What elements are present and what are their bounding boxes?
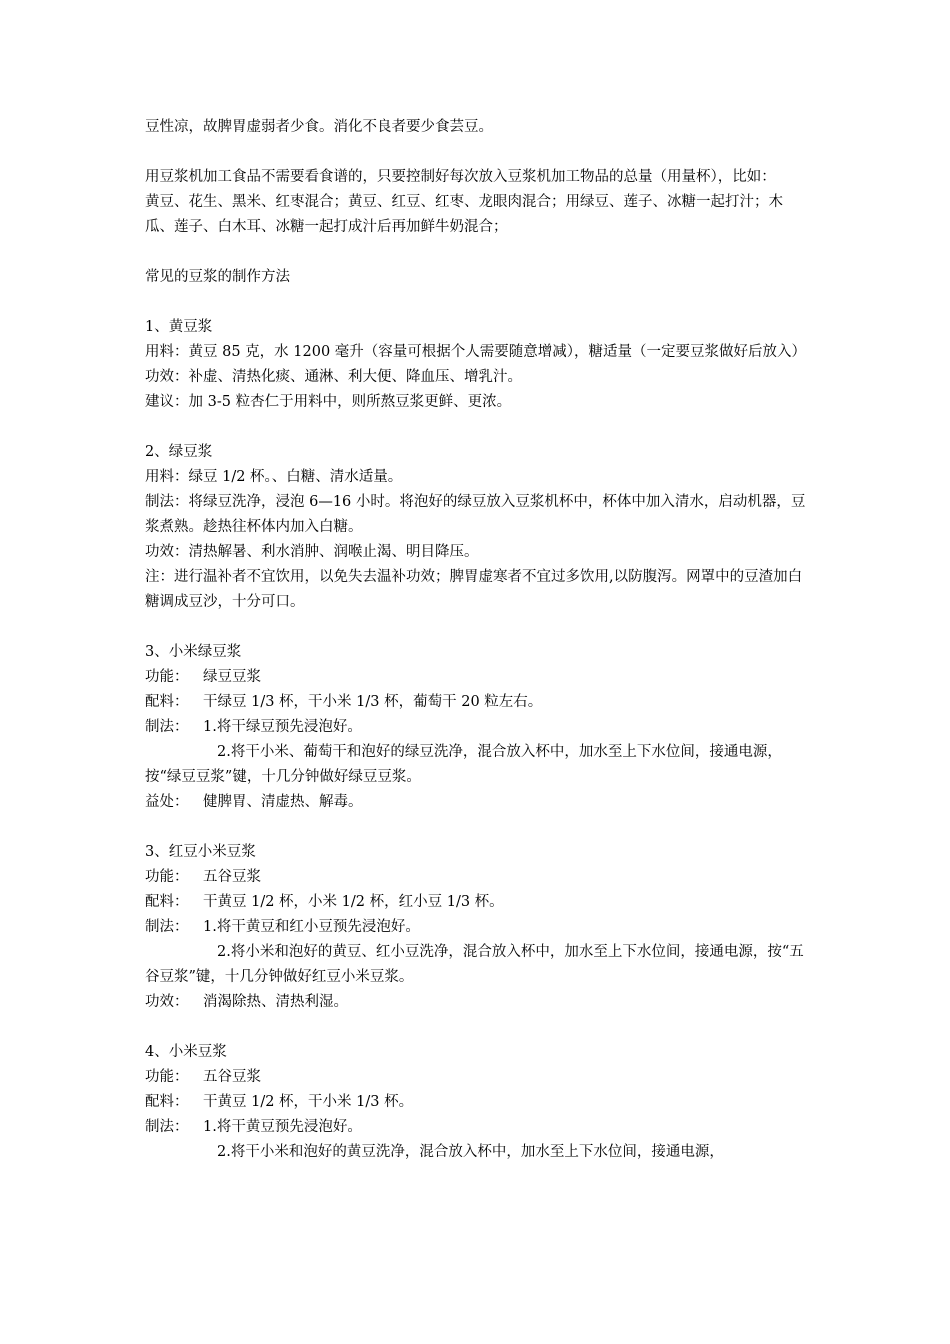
recipe-suggestion: 建议：加 3-5 粒杏仁于用料中，则所熬豆浆更鲜、更浓。 xyxy=(145,394,512,410)
recipe-ingredients-row xyxy=(145,690,809,715)
method-step-1: 1.将干黄豆和红小豆预先浸泡好。 xyxy=(203,919,420,935)
field-value: 干绿豆 1/3 杯，干小米 1/3 杯，葡萄干 20 粒左右。 xyxy=(203,694,543,710)
recipe-ingredients: 用料：黄豆 85 克，水 1200 毫升（容量可根据个人需要随意增减），糖适量（一定要豆浆做好后放入） xyxy=(145,344,807,360)
field-label: 制法： xyxy=(145,919,189,935)
recipe-soybean-milk xyxy=(145,315,809,415)
field-label: 制法： xyxy=(145,719,189,735)
recipe-ingredients: 用料：绿豆 1/2 杯。、白糖、清水适量。 xyxy=(145,469,403,485)
recipe-ingredients-row xyxy=(145,1090,809,1115)
field-label: 益处： xyxy=(145,794,189,810)
recipe-method: 制法：将绿豆洗净，浸泡 6—16 小时。将泡好的绿豆放入豆浆机杯中，杯体中加入清水，启动机器，豆浆煮熟。趁热往杯体内加入白糖。 xyxy=(145,494,806,535)
recipe-benefit-row xyxy=(145,990,809,1015)
section-heading: 常见的豆浆的制作方法 xyxy=(145,269,290,285)
field-label: 配料： xyxy=(145,694,189,710)
method-step-1: 1.将干绿豆预先浸泡好。 xyxy=(203,719,362,735)
field-label: 配料： xyxy=(145,1094,189,1110)
field-label: 功能： xyxy=(145,869,189,885)
recipe-millet-soy-milk xyxy=(145,1040,809,1165)
recipe-title: 1、黄豆浆 xyxy=(145,319,213,335)
recipe-note: 注：进行温补者不宜饮用，以免失去温补功效；脾胃虚寒者不宜过多饮用,以防腹泻。网罩中的豆渣加白糖调成豆沙，十分可口。 xyxy=(145,569,803,610)
recipe-function-row xyxy=(145,665,809,690)
recipe-title: 3、红豆小米豆浆 xyxy=(145,844,256,860)
intro-paragraph: 用豆浆机加工食品不需要看食谱的，只要控制好每次放入豆浆机加工物品的总量（用量杯），比如： xyxy=(145,169,776,185)
method-step-2: 2.将干小米和泡好的黄豆洗净，混合放入杯中，加水至上下水位间，接通电源， xyxy=(217,1144,724,1160)
recipe-effects: 功效：清热解暑、利水消肿、润喉止渴、明目降压。 xyxy=(145,544,479,560)
field-value: 干黄豆 1/2 杯，小米 1/2 杯，红小豆 1/3 杯。 xyxy=(203,894,504,910)
method-step-2: 2.将干小米、葡萄干和泡好的绿豆洗净，混合放入杯中，加水至上下水位间，接通电源，按“绿豆豆浆”键，十几分钟做好绿豆豆浆。 xyxy=(145,744,782,785)
recipe-title: 2、绿豆浆 xyxy=(145,444,213,460)
field-label: 功能： xyxy=(145,669,189,685)
recipe-ingredients-row xyxy=(145,890,809,915)
field-label: 制法： xyxy=(145,1119,189,1135)
recipe-function-row xyxy=(145,1065,809,1090)
recipe-mung-bean-milk xyxy=(145,440,809,615)
recipe-effects: 功效：补虚、清热化痰、通淋、利大便、降血压、增乳汁。 xyxy=(145,369,522,385)
intro-combinations: 黄豆、花生、黑米、红枣混合；黄豆、红豆、红枣、龙眼肉混合；用绿豆、莲子、冰糖一起打汁；木瓜、莲子、白木耳、冰糖一起打成汁后再加鲜牛奶混合； xyxy=(145,194,783,235)
recipe-millet-mung-bean-milk xyxy=(145,640,809,815)
field-label: 功能： xyxy=(145,1069,189,1085)
method-step-1: 1.将干黄豆预先浸泡好。 xyxy=(203,1119,362,1135)
recipe-method-row xyxy=(145,915,809,940)
recipe-method-row xyxy=(145,715,809,740)
field-label: 配料： xyxy=(145,894,189,910)
document-body xyxy=(145,115,809,1165)
recipe-title: 4、小米豆浆 xyxy=(145,1044,227,1060)
recipe-function-row xyxy=(145,865,809,890)
intro-line: 豆性凉，故脾胃虚弱者少食。消化不良者要少食芸豆。 xyxy=(145,119,493,135)
field-value: 健脾胃、清虚热、解毒。 xyxy=(203,794,363,810)
recipe-red-bean-millet-milk xyxy=(145,840,809,1015)
field-label: 功效： xyxy=(145,994,189,1010)
field-value: 干黄豆 1/2 杯，干小米 1/3 杯。 xyxy=(203,1094,414,1110)
recipe-method-row xyxy=(145,1115,809,1140)
field-value: 五谷豆浆 xyxy=(203,869,261,885)
field-value: 五谷豆浆 xyxy=(203,1069,261,1085)
field-value: 绿豆豆浆 xyxy=(203,669,261,685)
field-value: 消渴除热、清热利湿。 xyxy=(203,994,348,1010)
method-step-2: 2.将小米和泡好的黄豆、红小豆洗净，混合放入杯中，加水至上下水位间，接通电源，按“五谷豆浆”键，十几分钟做好红豆小米豆浆。 xyxy=(145,944,804,985)
recipe-benefit-row xyxy=(145,790,809,815)
recipe-title: 3、小米绿豆浆 xyxy=(145,644,242,660)
